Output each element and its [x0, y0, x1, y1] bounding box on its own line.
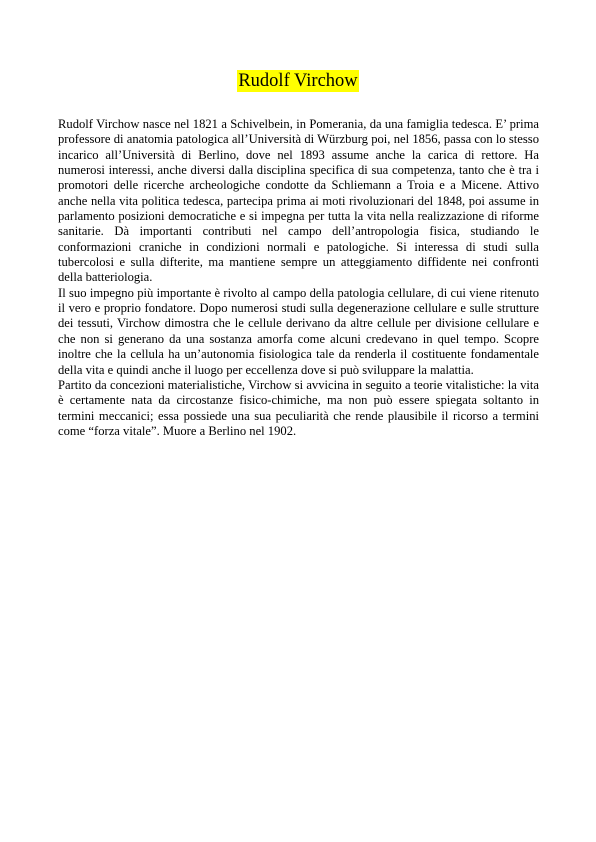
- paragraph-cellular-pathology: Il suo impegno più importante è rivolto al campo della patologia cellulare, di cui viene ritenuto il vero e proprio fondatore. Dopo numerosi studi sulla degenerazione cellulare e sulle strutture dei tessuti, Virchow dimostra che le cellule derivano da altre cellule per divisione cellulare e che non si generano da una sostanza amorfa come alcuni credevano in quel tempo. Scopre inoltre che la cellula ha un’autonomia fisiologica tale da renderla il costituente fondamentale della vita e quindi anche il luogo per eccellenza dove si può sviluppare la malattia.: [58, 285, 539, 377]
- paragraph-vitalism: Partito da concezioni materialistiche, Virchow si avvicina in seguito a teorie vitalistiche: la vita è certamente nata da circostanze fisico-chimiche, ma non può essere spiegata soltanto in termini meccanici; essa possiede una sua peculiarità che rende plausibile il ricorso a termini come “forza vitale”. Muore a Berlino nel 1902.: [58, 377, 539, 438]
- document-title: Rudolf Virchow: [238, 71, 358, 91]
- paragraph-biography: Rudolf Virchow nasce nel 1821 a Schivelbein, in Pomerania, da una famiglia tedesca. E’ prima professore di anatomia patologica all’Università di Würzburg poi, nel 1856, passa con lo stesso incarico all’Università di Berlino, dove nel 1893 assume anche la carica di rettore. Ha numerosi interessi, anche diversi dalla disciplina specifica di sua competenza, tanto che è tra i promotori delle ricerche archeologiche condotte da Schliemann a Troia e a Micene. Attivo anche nella vita politica tedesca, partecipa prima ai moti rivoluzionari del 1848, poi assume in parlamento posizioni democratiche e si impegna per tutta la vita nella realizzazione di riforme sanitarie. Dà importanti contributi nel campo dell’antropologia fisica, studiando le conformazioni craniche in condizioni normali e patologiche. Si interessa di studi sulla tubercolosi e sulla difterite, ma mantiene sempre un atteggiamento diffidente nei confronti della batteriologia.: [58, 117, 539, 285]
- document-body: [58, 117, 539, 439]
- title-container: [0, 70, 596, 92]
